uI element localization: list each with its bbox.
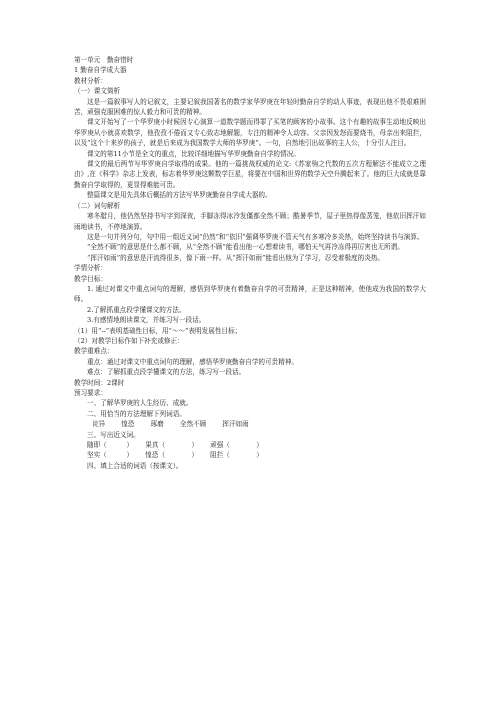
analysis-label: 教材分析： [74, 76, 107, 85]
synonym-blank: 惶恐（ ） [145, 451, 199, 460]
teaching-time: 教学时间：2课时 [74, 378, 125, 387]
study-analysis-label: 学情分析： [74, 264, 107, 273]
synonym-blank: 随即（ ） [87, 441, 134, 450]
section-2-paragraph-4: “挥汗如雨”的意思是汗流得很多，像下雨一样。从“挥汗如雨”能看出他为了学习，忍受着极度的炎热。 [87, 253, 385, 262]
preview-item-4: 四、填上合适的词语（按课文）。 [87, 461, 183, 470]
vocabulary-words [74, 419, 426, 429]
key-point: 重点：通过对课文中重点词句的理解，感悟华罗庚勤奋自学的可贵精神。 [87, 357, 298, 366]
key-points-label: 教学重难点： [74, 347, 114, 356]
synonym-blank: 坚实（ ） [87, 451, 134, 460]
hard-point: 难点：了解抓重点段学懂课文的方法，练习写一段话。 [87, 368, 246, 377]
section-1-paragraph-2: 课文开始写了一个华罗庚小时候因专心演算一道数学题而得罪了买笔的顾客的小故事。这个有趣的故事生动地反映出华罗庚从小就喜欢数学，他孜孜不倦而又专心致志地解题，专注的精神令人动容。父亲因发怒而要烧书，母亲出来阻拦，以及“这个十来岁的孩子，就是后来成为我国数学大师的华罗庚”。一句，自然地引出故事的主人公，十分引人注目。 [74, 118, 426, 148]
synonym-blank: 阻拦（ ） [210, 451, 263, 460]
section-1-paragraph-3: 课文的第11小节是全文的重点，比较详细地描写华罗庚勤奋自学的情况。 [87, 149, 300, 158]
goal-note-2: （2）对教学目标作如下补充或修正： [74, 336, 184, 345]
section-1-paragraph-4: 课文的最后两节写华罗庚自学取得的成果。他的一篇挑战权威的论文:《苏家驹之代数的五次方程解法不能成立之理由》,在《科学》杂志上发表，标志着华罗庚这颗数学巨星，将要在中国和世界的数学天空升腾起来了。他的巨大成就是靠勤奋自学取得的，更显得难能可贵。 [74, 160, 426, 189]
goal-note-1: （1）用“--”表明基础性目标，用“～～”表明发展性目标； [74, 326, 242, 335]
document-body [74, 55, 426, 471]
vocabulary-word: 挥汗如雨 [222, 420, 249, 429]
synonym-row-1 [74, 440, 426, 450]
preview-item-1: 一、了解华罗庚的人生经历、成就。 [87, 399, 193, 408]
section-2-paragraph-3: “全然不顾”的意思是什么都不顾，从“全然不顾”能看出他一心想着读书，哪怕天气再冷冻得再厉害也无所谓。 [87, 243, 404, 252]
lesson-title: 1 勤奋自学成大器 [74, 66, 127, 75]
section-1-paragraph-1: 这是一篇叙事写人的记叙文，主要记叙我国著名的数学家华罗庚在年轻时勤奋自学的动人事迹，表现出他不畏艰难困苦，顽强克服困难的惊人毅力和可贵的精神。 [74, 97, 426, 117]
preview-item-3: 三、写出近义词。 [87, 430, 140, 439]
preview-item-2: 二、用恰当的方法理解下列词语。 [87, 409, 186, 418]
goal-2: 2.了解抓重点段学懂课文的方法。 [87, 305, 186, 314]
synonym-blank: 顽强（ ） [210, 441, 263, 450]
goal-1: 1. 通过对课文中重点词句的理解，感悟到华罗庚有着勤奋自学的可贵精神，正是这种精神，使他成为我国的数学大师。 [74, 284, 426, 304]
vocabulary-word: 琢磨 [150, 420, 164, 429]
vocabulary-word: 诧异 [92, 420, 106, 429]
goals-label: 教学目标： [74, 274, 107, 283]
section-2-paragraph-2: 这是一句并列分句，句中用一组近义词“仍然”和“依旧”强调华罗庚不管天气有多寒冷多炎热，始终坚持读书与演算。 [87, 232, 424, 241]
preview-label: 预习要求： [74, 389, 107, 397]
vocabulary-word: 全然不顾 [179, 420, 207, 429]
unit-title: 第一单元 勤奋惜时 [74, 56, 134, 64]
synonym-blank: 果真（ ） [145, 441, 199, 450]
vocabulary-word: 惶恐 [121, 420, 135, 429]
section-1-paragraph-5: 整篇课文是用先具体后概括的方法写华罗庚勤奋自学成大器的。 [87, 191, 272, 200]
section-2-paragraph-1: 寒冬腊月，他仍然坚持书写字到深夜，手脚冻得冰冷发僵都全然不顾；酷暑季节，屋子里热得像蒸笼，他依旧挥汗如雨地读书，不停地演算。 [74, 212, 426, 231]
goal-3: 3.有感情地朗读课文，并练习写一段话。 [87, 316, 206, 325]
section-1-label: （一）课文简析 [74, 87, 121, 96]
synonym-row-2 [74, 450, 426, 460]
section-2-label: （二）词句解析 [74, 201, 121, 210]
